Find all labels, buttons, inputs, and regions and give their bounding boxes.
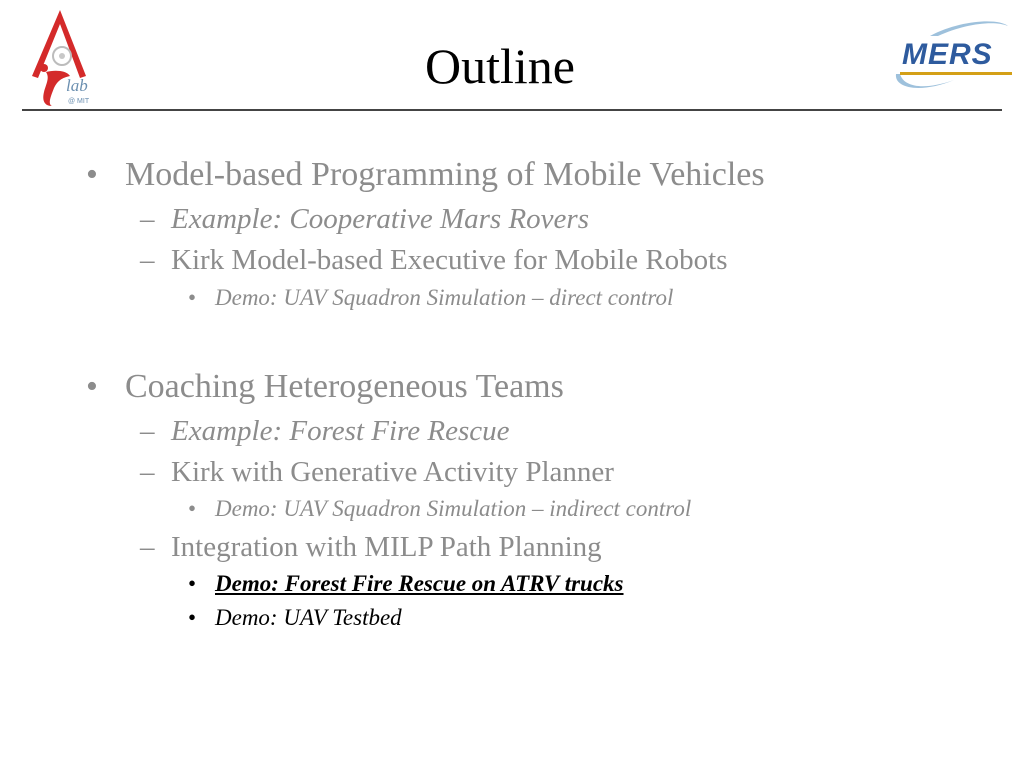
slide-title: Outline	[425, 38, 575, 94]
mers-logo-text: MERS	[902, 38, 993, 71]
bullet-marker: •	[188, 285, 197, 310]
ilab-logo-subtext: @ MIT	[68, 98, 90, 105]
outline-item-forest-fire-rescue: Example: Forest Fire Rescue	[171, 415, 510, 447]
ilab-logo-text: lab	[66, 76, 88, 95]
bullet-marker: •	[86, 368, 98, 405]
outline-item-kirk-activity-planner: Kirk with Generative Activity Planner	[171, 456, 614, 488]
outline-item-coaching-teams: Coaching Heterogeneous Teams	[125, 368, 564, 405]
dash-marker: –	[140, 203, 155, 235]
outline-item-cooperative-mars-rovers: Example: Cooperative Mars Rovers	[171, 203, 589, 235]
bullet-marker: •	[86, 156, 98, 193]
outline-item-model-based-programming: Model-based Programming of Mobile Vehicles	[125, 156, 765, 193]
outline-item-demo-direct-control: Demo: UAV Squadron Simulation – direct control	[215, 285, 674, 310]
outline-item-demo-atrv-trucks-current: Demo: Forest Fire Rescue on ATRV trucks	[215, 571, 624, 596]
outline-item-demo-indirect-control: Demo: UAV Squadron Simulation – indirect control	[215, 496, 692, 521]
bullet-marker: •	[188, 571, 197, 596]
outline-item-milp-path-planning: Integration with MILP Path Planning	[171, 531, 602, 563]
outline-item-demo-uav-testbed: Demo: UAV Testbed	[215, 605, 402, 630]
outline-item-kirk-executive: Kirk Model-based Executive for Mobile Robots	[171, 244, 728, 276]
dash-marker: –	[140, 244, 155, 276]
bullet-marker: •	[188, 496, 197, 521]
dash-marker: –	[140, 456, 155, 488]
bullet-marker: •	[188, 605, 197, 630]
dash-marker: –	[140, 531, 155, 563]
dash-marker: –	[140, 415, 155, 447]
